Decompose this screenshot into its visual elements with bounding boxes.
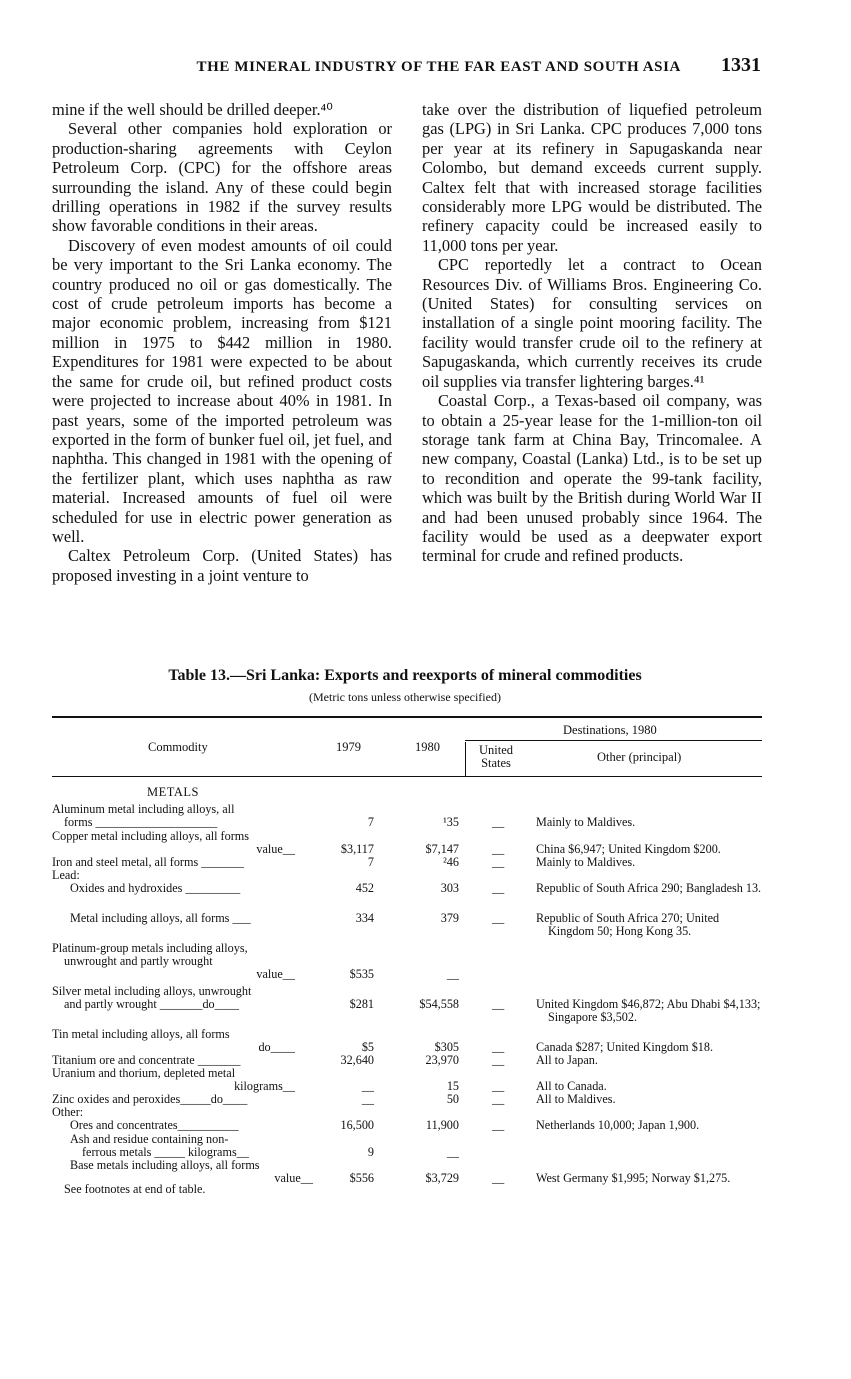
destination-text: China $6,947; United Kingdom $200. bbox=[536, 842, 721, 856]
value-other-principal bbox=[536, 1172, 762, 1185]
commodity-line: unwrought and partly wrought bbox=[64, 954, 213, 968]
table-row bbox=[52, 942, 762, 981]
commodity-line: Iron and steel metal, all forms _______ bbox=[52, 855, 244, 869]
paragraph: Caltex Petroleum Corp. (United States) has proposed investing in a joint venture to bbox=[52, 546, 392, 585]
commodity-line: kilograms__ bbox=[234, 1079, 295, 1093]
commodity-line: Copper metal including alloys, all forms bbox=[52, 829, 249, 843]
table-body bbox=[52, 786, 762, 1198]
destination-text: All to Canada. bbox=[536, 1079, 607, 1093]
value-1979: 32,640 bbox=[340, 1053, 374, 1067]
value-other-principal bbox=[536, 998, 762, 1024]
table-row bbox=[52, 1093, 762, 1106]
value-united-states: __ bbox=[492, 815, 505, 829]
commodity-line: Zinc oxides and peroxides_____do____ bbox=[52, 1092, 248, 1106]
commodity-line: Oxides and hydroxides _________ bbox=[70, 881, 241, 895]
value-other-principal bbox=[536, 856, 762, 869]
destination-text: All to Maldives. bbox=[536, 1092, 616, 1106]
value-united-states: __ bbox=[492, 1079, 505, 1093]
running-title: THE MINERAL INDUSTRY OF THE FAR EAST AND SOUTH ASIA bbox=[196, 59, 681, 75]
value-1979: __ bbox=[361, 1092, 374, 1106]
value-1979: 7 bbox=[367, 855, 374, 869]
paragraph: Coastal Corp., a Texas-based oil company, was to obtain a 25-year lease for the 1-million-ton oil storage tank farm at China Bay, Trincomalee. A new company, Coastal (Lanka) Ltd., is to be set up to recondition and operate the 99-tank facility, which was built by the British during World War II and had been unused probably since 1964. The facility would be used as a deepwater export terminal for crude and refined products. bbox=[422, 391, 762, 566]
value-united-states: __ bbox=[492, 842, 505, 856]
destination-text: Mainly to Maldives. bbox=[536, 855, 636, 869]
value-united-states: __ bbox=[492, 1040, 505, 1054]
commodity-line: and partly wrought _______do____ bbox=[64, 997, 240, 1011]
destination-text: West Germany $1,995; Norway $1,275. bbox=[536, 1171, 731, 1185]
header-other: Other (principal) bbox=[597, 750, 682, 764]
commodity-cell bbox=[52, 1133, 313, 1159]
table-footnote: See footnotes at end of table. bbox=[64, 1182, 206, 1196]
destination-text: United Kingdom $46,872; Abu Dhabi $4,133; Singapore $3,502. bbox=[536, 997, 761, 1024]
value-1980: ²46 bbox=[443, 855, 459, 869]
table-row bbox=[52, 912, 762, 938]
table-row bbox=[52, 830, 762, 856]
value-other-principal bbox=[536, 1093, 762, 1106]
value-1979: $3,117 bbox=[340, 842, 374, 856]
commodity-line: Uranium and thorium, depleted metal bbox=[52, 1066, 236, 1080]
commodity-cell bbox=[52, 1067, 295, 1093]
commodity-cell bbox=[52, 1028, 295, 1054]
section-heading: METALS bbox=[147, 785, 199, 799]
value-other-principal bbox=[536, 882, 762, 895]
destination-text: Netherlands 10,000; Japan 1,900. bbox=[536, 1118, 700, 1132]
running-header bbox=[52, 54, 761, 77]
value-1979: $556 bbox=[349, 1171, 374, 1185]
paragraph: take over the distribution of liquefied petroleum gas (LPG) in Sri Lanka. CPC produces 7,000 tons per year at its refinery in Sapugaskanda near Colombo, but demand exceeds current supply. Caltex felt that with increased storage facilities considerably more LPG would be distributed. The refinery capacity could be increased easily to 11,000 tons per year. bbox=[422, 100, 762, 255]
value-1980: 303 bbox=[440, 881, 459, 895]
table-row bbox=[52, 803, 762, 829]
value-united-states: __ bbox=[492, 855, 505, 869]
table-title: Table 13.—Sri Lanka: Exports and reexports of mineral commodities bbox=[168, 667, 642, 684]
commodity-line: Base metals including alloys, all forms bbox=[70, 1158, 260, 1172]
commodity-line: do____ bbox=[258, 1040, 295, 1054]
value-1980: 379 bbox=[440, 911, 459, 925]
header-destinations: Destinations, 1980 bbox=[563, 723, 657, 737]
commodity-cell bbox=[52, 912, 313, 925]
table-row bbox=[52, 1028, 762, 1054]
destination-text: Republic of South Africa 270; United Kingdom 50; Hong Kong 35. bbox=[536, 911, 720, 938]
value-1979: 16,500 bbox=[340, 1118, 374, 1132]
header-divider bbox=[465, 740, 762, 741]
destination-text: Mainly to Maldives. bbox=[536, 815, 636, 829]
value-other-principal bbox=[536, 1119, 762, 1132]
value-united-states: __ bbox=[492, 1053, 505, 1067]
commodity-line: Titanium ore and concentrate _______ bbox=[52, 1053, 241, 1067]
value-1980: __ bbox=[446, 1145, 459, 1159]
value-united-states: __ bbox=[492, 911, 505, 925]
value-1979: 334 bbox=[355, 911, 374, 925]
value-1980: 23,970 bbox=[425, 1053, 459, 1067]
table-row bbox=[52, 1119, 762, 1132]
destination-text: Republic of South Africa 290; Bangladesh 13. bbox=[536, 881, 762, 895]
commodity-cell bbox=[52, 942, 295, 981]
value-1980: 11,900 bbox=[425, 1118, 459, 1132]
commodity-line: Ash and residue containing non- bbox=[70, 1132, 229, 1146]
table-row bbox=[52, 985, 762, 1024]
value-1980: $54,558 bbox=[419, 997, 459, 1011]
value-united-states: __ bbox=[492, 1118, 505, 1132]
value-united-states: __ bbox=[492, 1092, 505, 1106]
right-column bbox=[422, 100, 762, 585]
commodity-cell bbox=[52, 1119, 313, 1132]
commodity-line: value__ bbox=[274, 1171, 313, 1185]
commodity-line: ferrous metals _____ kilograms__ bbox=[82, 1145, 249, 1159]
value-1979: $535 bbox=[349, 967, 374, 981]
value-1980: 15 bbox=[446, 1079, 459, 1093]
commodity-line: Aluminum metal including alloys, all bbox=[52, 802, 235, 816]
commodity-cell bbox=[52, 830, 295, 856]
table-header bbox=[52, 716, 762, 777]
paragraph: mine if the well should be drilled deeper.⁴⁰ bbox=[52, 100, 333, 119]
commodity-line: forms ____________________ bbox=[64, 815, 218, 829]
value-other-principal bbox=[536, 816, 762, 829]
value-1979: 452 bbox=[355, 881, 374, 895]
paragraph: Discovery of even modest amounts of oil could be very important to the Sri Lanka economy. The country produced no oil or gas domestically. The cost of crude petroleum imports has become a major economic problem, increasing from $121 million in 1975 to $442 million in 1980. Expenditures for 1981 were expected to be about the same for crude oil, but refined product costs were projected to increase about 40% in 1981. In past years, some of the imported petroleum was exported in the form of bunker fuel oil, jet fuel, and naphtha. This changed in 1981 with the opening of the fertilizer plant, which uses naphtha as raw material. Increased amounts of fuel oil were scheduled for use in electric power generation as well. bbox=[52, 235, 392, 546]
value-1980: __ bbox=[446, 967, 459, 981]
commodity-line: Ores and concentrates__________ bbox=[70, 1118, 239, 1132]
commodity-line: value__ bbox=[256, 967, 295, 981]
page-number: 1331 bbox=[721, 54, 761, 76]
commodity-line: value__ bbox=[256, 842, 295, 856]
commodity-line: Metal including alloys, all forms ___ bbox=[70, 911, 251, 925]
table-subtitle: (Metric tons unless otherwise specified) bbox=[309, 690, 501, 704]
header-1980: 1980 bbox=[415, 740, 440, 754]
value-united-states: __ bbox=[492, 881, 505, 895]
header-1979: 1979 bbox=[336, 740, 361, 754]
value-1979: $5 bbox=[361, 1040, 374, 1054]
commodity-line: Platinum-group metals including alloys, bbox=[52, 941, 248, 955]
destination-text: Canada $287; United Kingdom $18. bbox=[536, 1040, 714, 1054]
paragraph: Several other companies hold exploration or production-sharing agreements with Ceylon Petroleum Corp. (CPC) for the offshore areas surrounding the island. Any of these could begin drilling operations in 1982 if the survey results show favorable conditions in their areas. bbox=[52, 119, 392, 236]
destination-text: All to Japan. bbox=[536, 1053, 598, 1067]
table-row bbox=[52, 856, 762, 869]
commodity-cell bbox=[52, 985, 295, 1011]
value-1979: $281 bbox=[349, 997, 374, 1011]
table-row bbox=[52, 1133, 762, 1159]
value-1979: 7 bbox=[367, 815, 374, 829]
left-column bbox=[52, 100, 392, 585]
commodity-line: Other: bbox=[52, 1105, 84, 1119]
commodity-cell bbox=[52, 1093, 295, 1106]
value-1979: 9 bbox=[367, 1145, 374, 1159]
commodity-line: Lead: bbox=[52, 868, 80, 882]
table-row bbox=[52, 882, 762, 908]
value-1979: __ bbox=[361, 1079, 374, 1093]
commodity-line: Tin metal including alloys, all forms bbox=[52, 1027, 230, 1041]
value-1980: $3,729 bbox=[425, 1171, 459, 1185]
value-united-states: __ bbox=[492, 997, 505, 1011]
value-other-principal bbox=[536, 1054, 762, 1067]
value-united-states: __ bbox=[492, 1171, 505, 1185]
table-row bbox=[52, 1067, 762, 1093]
commodity-cell bbox=[52, 882, 313, 895]
value-1980: $7,147 bbox=[425, 842, 459, 856]
header-vertical-rule bbox=[465, 742, 466, 776]
paragraph: CPC reportedly let a contract to Ocean Resources Div. of Williams Bros. Engineering Co. (United States) for consulting services on installation of a single point mooring facility. The facility would transfer crude oil to the refinery at Sapugaskanda, which currently receives its crude oil supplies via transfer lightering barges.⁴¹ bbox=[422, 255, 762, 391]
value-other-principal bbox=[536, 912, 762, 938]
value-1980: 50 bbox=[446, 1092, 459, 1106]
header-united-states: United States bbox=[478, 743, 514, 770]
commodity-cell bbox=[52, 803, 295, 829]
value-1980: ¹35 bbox=[443, 815, 459, 829]
value-1980: $305 bbox=[434, 1040, 459, 1054]
commodity-line: Silver metal including alloys, unwrought bbox=[52, 984, 252, 998]
body-columns bbox=[52, 100, 762, 585]
header-commodity: Commodity bbox=[148, 740, 208, 754]
commodity-cell bbox=[52, 856, 295, 869]
